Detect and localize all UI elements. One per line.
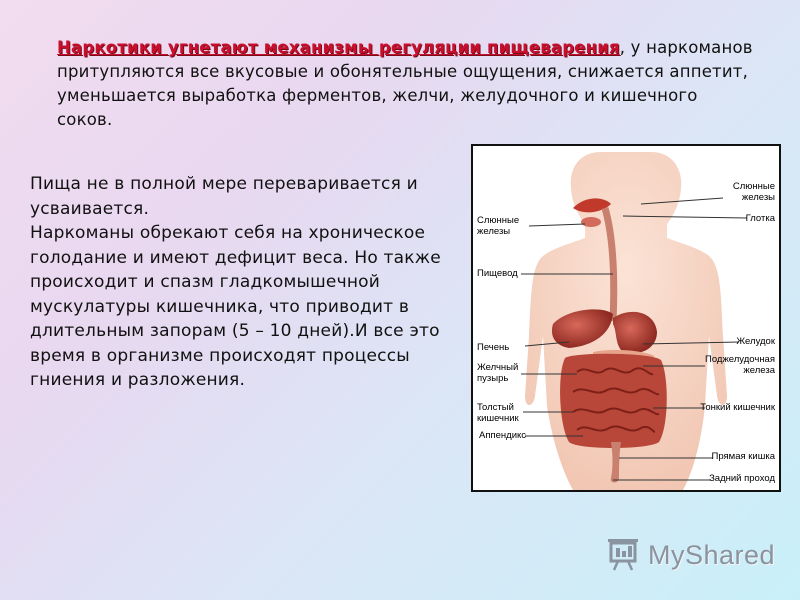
- label-salivary-glands-left: Слюнные железы: [477, 215, 520, 237]
- intro-highlight: Наркотики угнетают механизмы регуляции пищеварения: [57, 38, 620, 57]
- intro-text: , у наркоманов притупляются все вкусовые и обонятельные ощущения, снижается аппетит, уменьшается выработка ферментов, желчи, желудочного и кишечного соков.: [57, 38, 753, 129]
- label-stomach: Желудок: [736, 336, 775, 347]
- label-salivary-glands-right: Слюнные железы: [732, 181, 775, 203]
- digestive-system-figure: [471, 144, 781, 492]
- label-anus: Задний проход: [709, 473, 775, 484]
- label-rectum: Прямая кишка: [711, 451, 775, 462]
- salivary-gland: [581, 217, 601, 227]
- label-gallbladder: Желчный пузырь: [477, 362, 519, 384]
- intro-paragraph: [57, 36, 757, 132]
- label-colon: Толстый кишечник: [477, 402, 519, 424]
- presentation-board-icon: [606, 537, 642, 571]
- label-appendix: Аппендикс: [479, 430, 527, 441]
- label-liver: Печень: [477, 342, 510, 353]
- body-paragraph-1: Пища не в полной мере переваривается и усваивается.: [30, 174, 418, 219]
- logo-text: MyShared: [648, 540, 776, 570]
- label-pancreas: Поджелудочная железа: [705, 354, 775, 376]
- label-small-intestine: Тонкий кишечник: [700, 402, 775, 413]
- myshared-logo: [606, 537, 776, 571]
- body-paragraph-2: Наркоманы обрекают себя на хроническое голодание и имеют дефицит веса. Но также происходит и спазм гладкомышечной мускулатуры кишечника, что приводит в длительным запорам (5 – 10 дней).И все это время в организме происходят процессы гниения и разложения.: [30, 223, 441, 390]
- label-esophagus: Пищевод: [477, 268, 518, 279]
- body-text: [30, 172, 455, 393]
- label-pharynx: Глотка: [745, 213, 775, 224]
